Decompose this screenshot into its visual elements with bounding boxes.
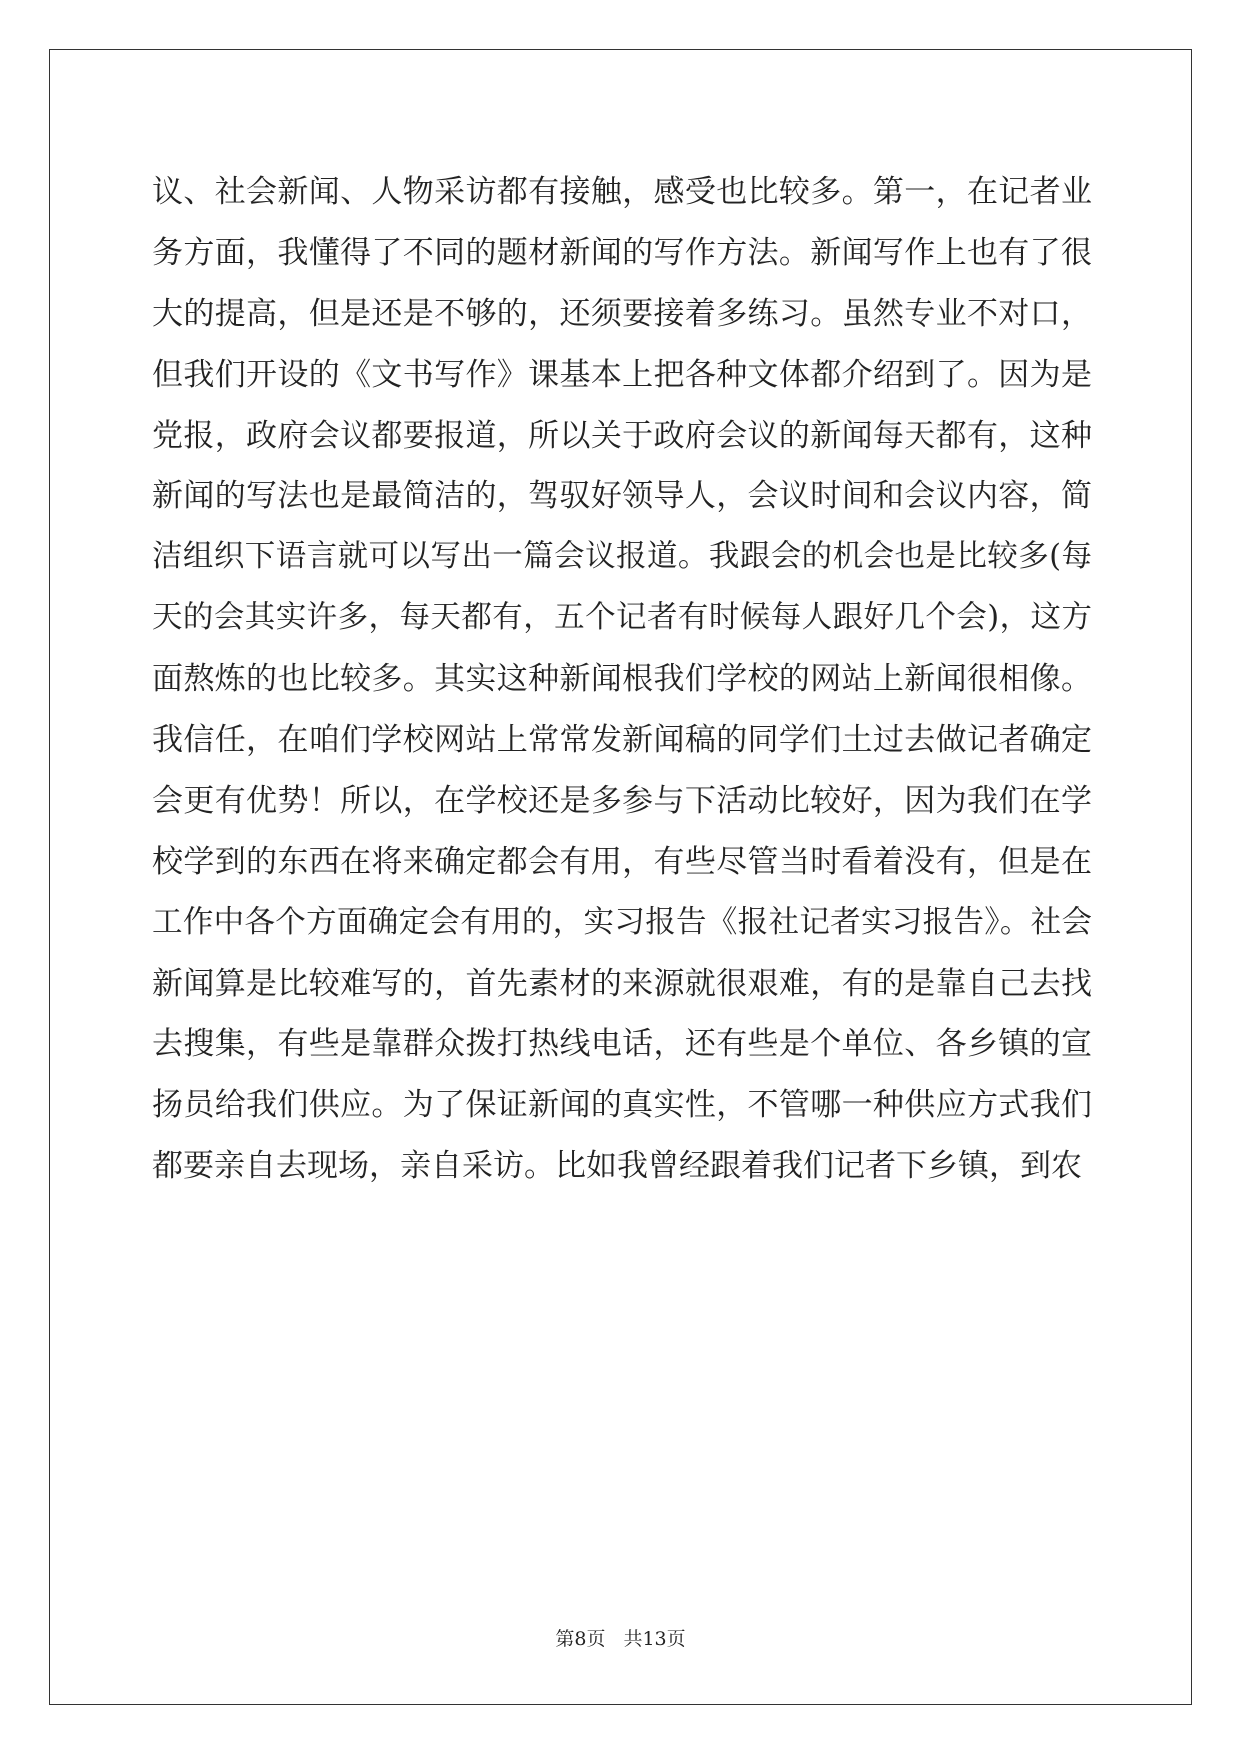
text-line: 会更有优势！所以，在学校还是多参与下活动比较好，因为我们在学 [152, 782, 1092, 819]
text-line: 我信任，在咱们学校网站上常常发新闻稿的同学们土过去做记者确定 [152, 722, 1092, 759]
text-line: 党报，政府会议都要报道，所以关于政府会议的新闻每天都有，这种 [152, 417, 1092, 454]
text-line: 天的会其实许多，每天都有，五个记者有时候每人跟好几个会)，这方 [152, 600, 1092, 636]
document-body [152, 162, 1092, 1197]
page-total: 共13页 [623, 1628, 686, 1650]
text-line: 大的提高，但是还是不够的，还须要接着多练习。虽然专业不对口， [152, 295, 1092, 332]
text-line: 去搜集，有些是靠群众拨打热线电话，还有些是个单位、各乡镇的宣 [152, 1026, 1092, 1063]
text-line: 新闻算是比较难写的，首先素材的来源就很艰难，有的是靠自己去找 [152, 965, 1092, 1002]
text-line: 洁组织下语言就可以写出一篇会议报道。我跟会的机会也是比较多(每 [152, 539, 1092, 575]
text-line: 扬员给我们供应。为了保证新闻的真实性，不管哪一种供应方式我们 [152, 1087, 1092, 1124]
text-line: 务方面，我懂得了不同的题材新闻的写作方法。新闻写作上也有了很 [152, 234, 1092, 271]
page-footer [0, 1624, 1241, 1651]
text-line: 都要亲自去现场，亲自采访。比如我曾经跟着我们记者下乡镇，到农 [152, 1148, 1082, 1185]
text-line: 校学到的东西在将来确定都会有用，有些尽管当时看着没有，但是在 [152, 843, 1092, 880]
text-line: 议、社会新闻、人物采访都有接触，感受也比较多。第一，在记者业 [152, 174, 1092, 210]
text-line: 工作中各个方面确定会有用的，实习报告《报社记者实习报告》。社会 [152, 904, 1092, 940]
page-number: 第8页 [555, 1628, 606, 1650]
text-line: 面熬炼的也比较多。其实这种新闻根我们学校的网站上新闻很相像。 [152, 661, 1092, 698]
text-line: 新闻的写法也是最简洁的，驾驭好领导人，会议时间和会议内容，简 [152, 478, 1092, 515]
text-line: 但我们开设的《文书写作》课基本上把各种文体都介绍到了。因为是 [152, 356, 1092, 393]
